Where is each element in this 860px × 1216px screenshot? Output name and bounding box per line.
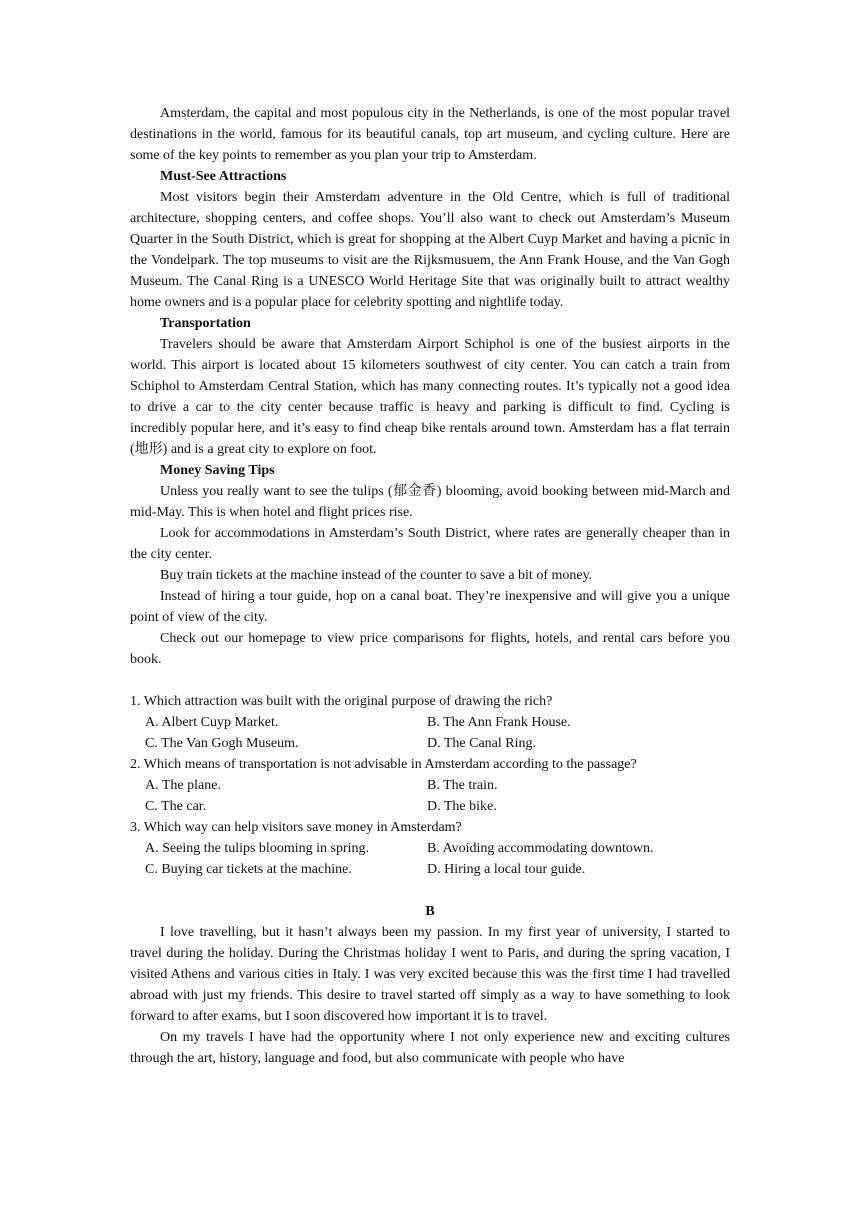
passage-b-paragraph: I love travelling, but it hasn’t always been my passion. In my first year of university, I started to travel during the holiday. During the Christmas holiday I went to Paris, and during the spring vacation, I visited Athens and various cities in Italy. I was very excited because this was the first time I had travelled abroad with just my friends. This desire to travel started off simply as a way to have something to look forward to after exams, but I soon discovered how important it is to travel. (130, 925, 730, 1024)
question-stem: 2. Which means of transportation is not advisable in Amsterdam according to the passage? (130, 757, 637, 772)
heading-money-saving: Money Saving Tips (160, 463, 275, 478)
option-grid (130, 712, 730, 754)
option-b: B. The train. (427, 778, 498, 793)
option-d: D. Hiring a local tour guide. (427, 862, 586, 877)
option-grid (130, 775, 730, 817)
tip-paragraph: Look for accommodations in Amsterdam’s South District, where rates are generally cheaper than in the city center. (130, 526, 730, 562)
option-c: C. Buying car tickets at the machine. (145, 862, 352, 877)
option-b: B. Avoiding accommodating downtown. (427, 841, 654, 856)
intro-paragraph: Amsterdam, the capital and most populous city in the Netherlands, is one of the most popular travel destinations in the world, famous for its beautiful canals, top art museum, and cycling culture. Here are some of the key points to remember as you plan your trip to Amsterdam. (130, 106, 730, 163)
option-b: B. The Ann Frank House. (427, 715, 571, 730)
option-a: A. Albert Cuyp Market. (145, 715, 279, 730)
option-c: C. The car. (145, 799, 207, 814)
transportation-paragraph: Travelers should be aware that Amsterdam Airport Schiphol is one of the busiest airports in the world. This airport is located about 15 kilometers southwest of city center. You can catch a train from Schiphol to Amsterdam Central Station, which has many connecting routes. It’s typically not a good idea to drive a car to the city center because traffic is heavy and parking is difficult to find. Cycling is incredibly popular here, and it’s easy to find cheap bike rentals around town. Amsterdam has a flat terrain (地形) and is a great city to explore on foot. (130, 337, 730, 457)
tip-paragraph: Unless you really want to see the tulips (郁金香) blooming, avoid booking between mid-March and mid-May. This is when hotel and flight prices rise. (130, 484, 730, 520)
tip-paragraph: Buy train tickets at the machine instead of the counter to save a bit of money. (160, 568, 593, 583)
section-label-b: B (425, 904, 435, 919)
heading-attractions: Must-See Attractions (160, 169, 287, 184)
tip-paragraph: Check out our homepage to view price comparisons for flights, hotels, and rental cars before you book. (130, 631, 730, 667)
question-block (130, 691, 730, 754)
question-block (130, 754, 730, 817)
option-grid (130, 838, 730, 880)
question-stem: 1. Which attraction was built with the original purpose of drawing the rich? (130, 694, 553, 709)
attractions-paragraph: Most visitors begin their Amsterdam adventure in the Old Centre, which is full of traditional architecture, shopping centers, and coffee shops. You’ll also want to check out Amsterdam’s Museum Quarter in the South District, which is great for shopping at the Albert Cuyp Market and having a picnic in the Vondelpark. The top museums to visit are the Rijksmusuem, the Ann Frank House, and the Van Gogh Museum. The Canal Ring is a UNESCO World Heritage Site that was originally built to attract wealthy home owners and is a popular place for celebrity spotting and nightlife today. (130, 190, 730, 310)
document-page (130, 103, 730, 1069)
option-c: C. The Van Gogh Museum. (145, 736, 299, 751)
tip-paragraph: Instead of hiring a tour guide, hop on a canal boat. They’re inexpensive and will give you a unique point of view of the city. (130, 589, 730, 625)
question-stem: 3. Which way can help visitors save money in Amsterdam? (130, 820, 462, 835)
blank-line (130, 670, 730, 691)
option-d: D. The bike. (427, 799, 497, 814)
question-block (130, 817, 730, 880)
blank-line (130, 880, 730, 901)
heading-transportation: Transportation (160, 316, 251, 331)
option-a: A. Seeing the tulips blooming in spring. (145, 841, 369, 856)
option-a: A. The plane. (145, 778, 221, 793)
passage-b-paragraph: On my travels I have had the opportunity where I not only experience new and exciting cultures through the art, history, language and food, but also communicate with people who have (130, 1030, 730, 1066)
option-d: D. The Canal Ring. (427, 736, 537, 751)
